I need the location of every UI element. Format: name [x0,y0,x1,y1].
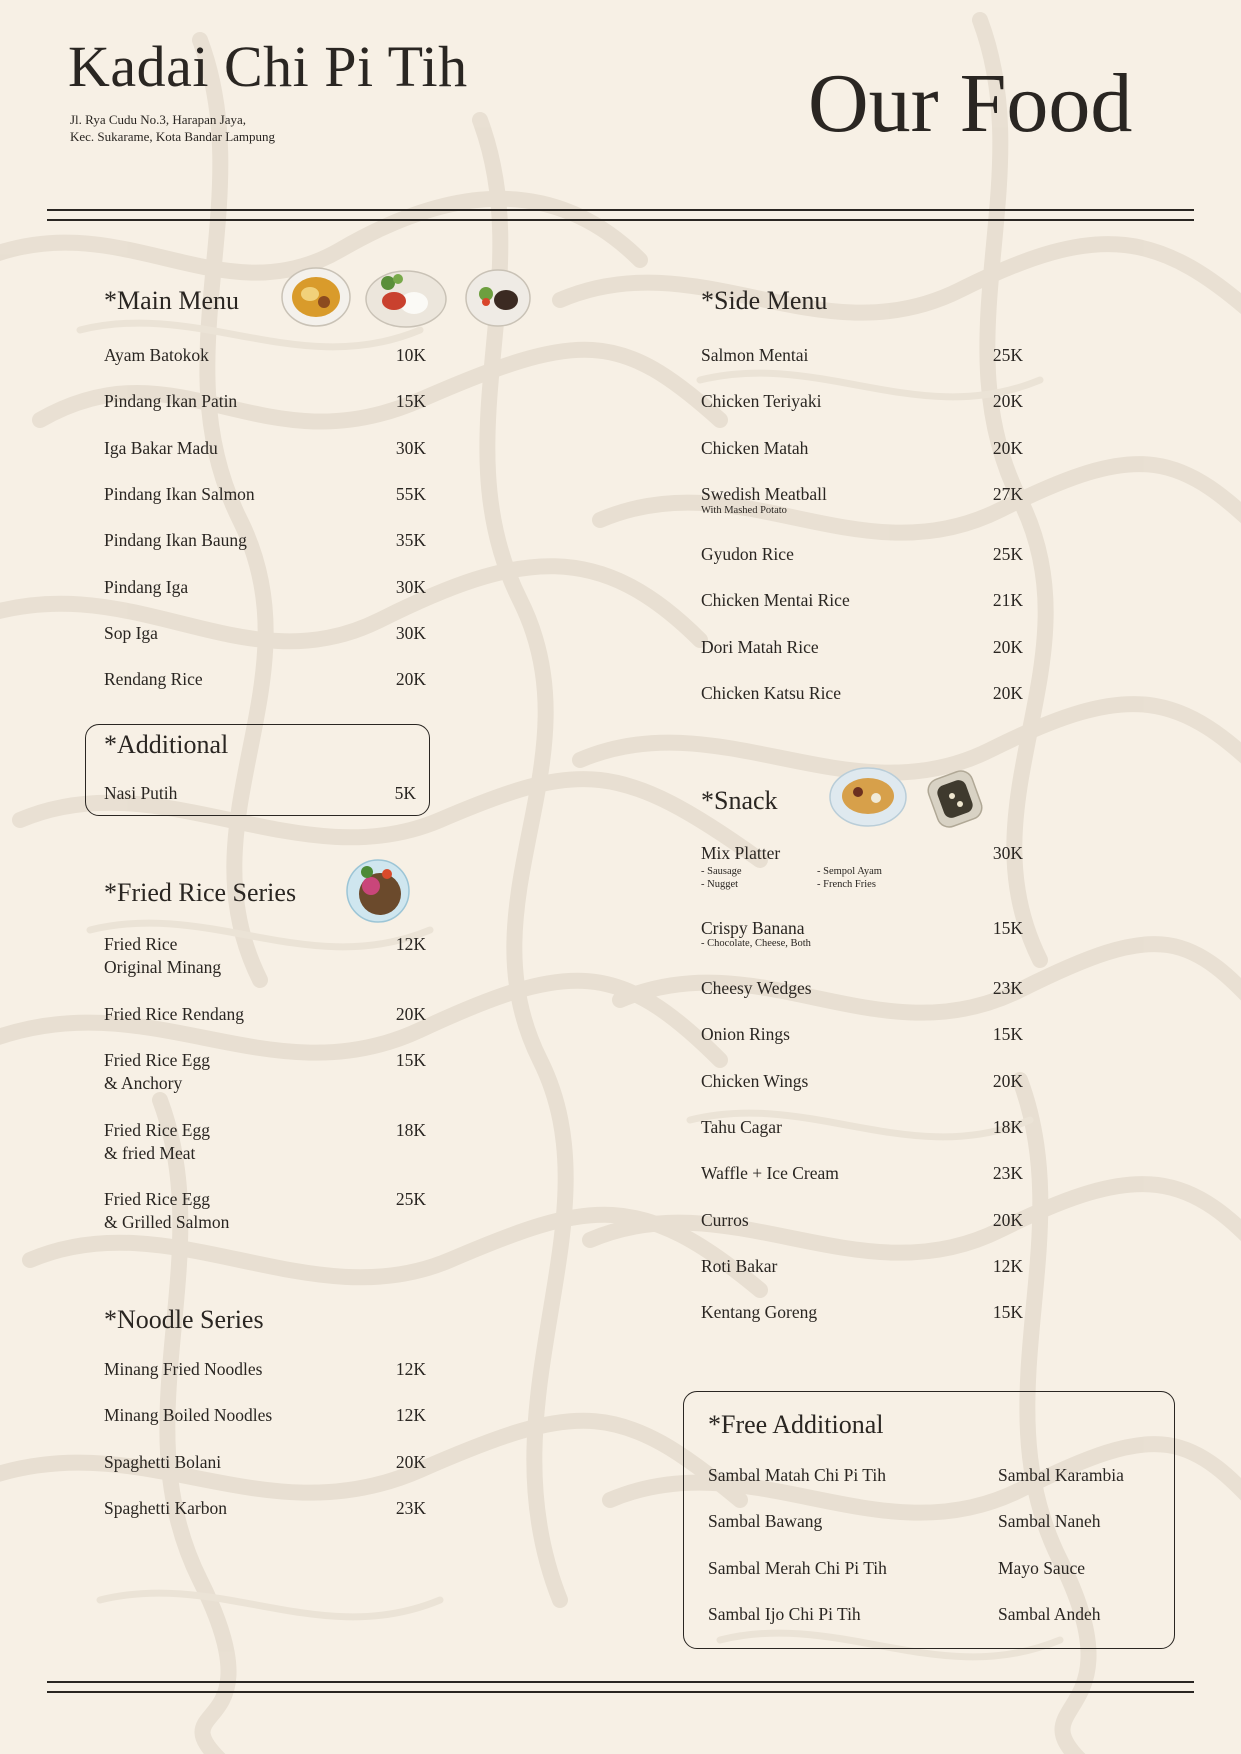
item-name-line-1: Fried Rice Egg [104,1050,210,1070]
item-price: 30K [992,843,1023,863]
free-additional-item: Sambal Andeh [998,1603,1101,1624]
mix-platter-left [701,865,777,891]
page-headline: Our Food [808,57,1133,150]
item-price: 15K [395,1050,426,1070]
item-price: 55K [395,483,426,504]
item-price: 12K [395,1405,426,1426]
item-price: 5K [394,783,416,803]
item-price: 20K [395,669,426,690]
item-price: 20K [992,636,1023,657]
item-name-line-2: & Grilled Salmon [104,1212,230,1232]
item-name-line-1: Fried Rice Rendang [104,1004,244,1024]
item-name: Chicken Mentai Rice [701,590,850,611]
item-name: Pindang Ikan Baung [104,530,247,551]
item-price: 23K [992,978,1023,998]
item-name: Iga Bakar Madu [104,437,218,458]
mix-platter-nugget: - Nugget [701,879,739,890]
mix-platter-contents [701,865,882,891]
item-name: Roti Bakar [701,1255,778,1276]
item-price: 20K [992,1070,1023,1091]
item-name: Cheesy Wedges [701,978,812,998]
additional-title: *Additional [104,730,229,759]
item-price: 15K [992,1024,1023,1045]
restaurant-address [70,111,275,145]
item-price: 30K [395,437,426,458]
item-note: - Chocolate, Cheese, Both [701,938,811,949]
item-name-line-1: Fried Rice [104,934,178,954]
item-price: 20K [992,682,1023,703]
main-menu-section [104,288,434,708]
item-note: With Mashed Potato [701,504,787,516]
item-price: 15K [992,918,1023,938]
item-price: 15K [992,1302,1023,1323]
item-name: Salmon Mentai [701,345,809,365]
item-price: 20K [395,1004,426,1024]
item-price: 23K [395,1497,426,1518]
item-name-line-2: & Anchory [104,1073,183,1093]
item-name: Minang Fried Noodles [104,1359,263,1379]
free-additional-item: Sambal Bawang [708,1511,823,1532]
item-name [104,933,221,979]
item-price: 12K [395,1359,426,1379]
item-name: Pindang Ikan Patin [104,391,238,412]
item-name: Dori Matah Rice [701,636,819,657]
free-additional-item: Sambal Naneh [998,1511,1101,1532]
item-name [104,1188,229,1234]
item-name: Nasi Putih [104,783,178,803]
item-name [104,1119,210,1165]
free-additional-item: Mayo Sauce [998,1557,1085,1578]
roti-bakar-photo [926,768,984,830]
item-price: 30K [395,576,426,597]
item-name-line-1: Fried Rice Egg [104,1189,210,1209]
fried-rice-section [104,880,434,1250]
item-name: Pindang Iga [104,576,189,597]
snack-section [701,788,1031,1328]
item-name: Pindang Ikan Salmon [104,483,255,504]
additional-section [104,732,418,812]
item-name: Chicken Katsu Rice [701,682,841,703]
item-price: 18K [992,1116,1023,1137]
item-name-line-2: & fried Meat [104,1143,196,1163]
item-price: 20K [395,1451,426,1472]
item-name: Chicken Matah [701,437,809,458]
item-name: Gyudon Rice [701,543,794,564]
free-additional-section [708,1412,1163,1636]
item-name [104,1049,210,1095]
item-price: 12K [992,1255,1023,1276]
snack-title: *Snack [701,786,778,815]
item-price: 21K [992,590,1023,611]
side-menu-title: *Side Menu [701,286,828,315]
top-divider-2 [47,219,1194,221]
fried-rice-title: *Fried Rice Series [104,878,297,907]
mix-platter-right [817,865,882,891]
free-additional-item: Sambal Karambia [998,1465,1124,1485]
item-name: Sop Iga [104,622,158,643]
item-name-line-2: Original Minang [104,957,222,977]
address-line-1: Jl. Rya Cudu No.3, Harapan Jaya, [70,112,247,127]
item-name: Mix Platter [701,843,781,863]
item-name: Ayam Batokok [104,345,209,365]
item-price: 25K [395,1189,426,1209]
item-name: Waffle + Ice Cream [701,1163,839,1184]
free-additional-item: Sambal Ijo Chi Pi Tih [708,1603,861,1624]
item-name: Spaghetti Karbon [104,1497,227,1518]
item-price: 20K [992,1209,1023,1230]
item-price: 27K [992,483,1023,504]
item-name-line-1: Fried Rice Egg [104,1120,210,1140]
bottom-divider-2 [47,1691,1194,1693]
item-price: 18K [395,1120,426,1140]
waffle-photo [828,766,908,828]
noodle-section [104,1307,434,1537]
item-name: Swedish Meatball [701,483,827,504]
item-price: 30K [395,622,426,643]
mix-platter-sausage: - Sausage [701,866,742,877]
meat-plate-photo [464,268,532,328]
bottom-divider-1 [47,1681,1194,1683]
free-additional-item: Sambal Matah Chi Pi Tih [708,1465,886,1485]
item-price: 15K [395,391,426,412]
mix-platter-fries: - French Fries [817,879,876,890]
address-line-2: Kec. Sukarame, Kota Bandar Lampung [70,129,276,144]
item-price: 10K [395,345,426,365]
item-name: Rendang Rice [104,669,203,690]
item-price: 23K [992,1163,1023,1184]
item-name: Tahu Cagar [701,1116,782,1137]
item-name: Chicken Teriyaki [701,391,822,412]
free-additional-title: *Free Additional [708,1410,884,1439]
item-name: Kentang Goreng [701,1302,818,1323]
top-divider-1 [47,209,1194,211]
item-name: Curros [701,1209,749,1230]
fried-rice-photo [345,858,411,924]
item-name: Spaghetti Bolani [104,1451,222,1472]
item-name: Onion Rings [701,1024,790,1045]
free-additional-item: Sambal Merah Chi Pi Tih [708,1557,887,1578]
item-price: 25K [992,345,1023,365]
item-name: Minang Boiled Noodles [104,1405,273,1426]
side-menu-section [701,288,1031,728]
item-name: Chicken Wings [701,1070,809,1091]
restaurant-name: Kadai Chi Pi Tih [68,34,468,99]
mix-platter-sempol: - Sempol Ayam [817,866,882,877]
curry-dish-photo [280,266,352,328]
item-name [104,1003,244,1026]
item-price: 20K [992,437,1023,458]
item-price: 12K [395,934,426,954]
item-price: 25K [992,543,1023,564]
item-price: 20K [992,391,1023,412]
rice-plate-photo [364,265,448,329]
item-name: Crispy Banana [701,918,805,938]
noodle-title: *Noodle Series [104,1305,264,1334]
item-price: 35K [395,530,426,551]
main-menu-title: *Main Menu [104,286,240,315]
